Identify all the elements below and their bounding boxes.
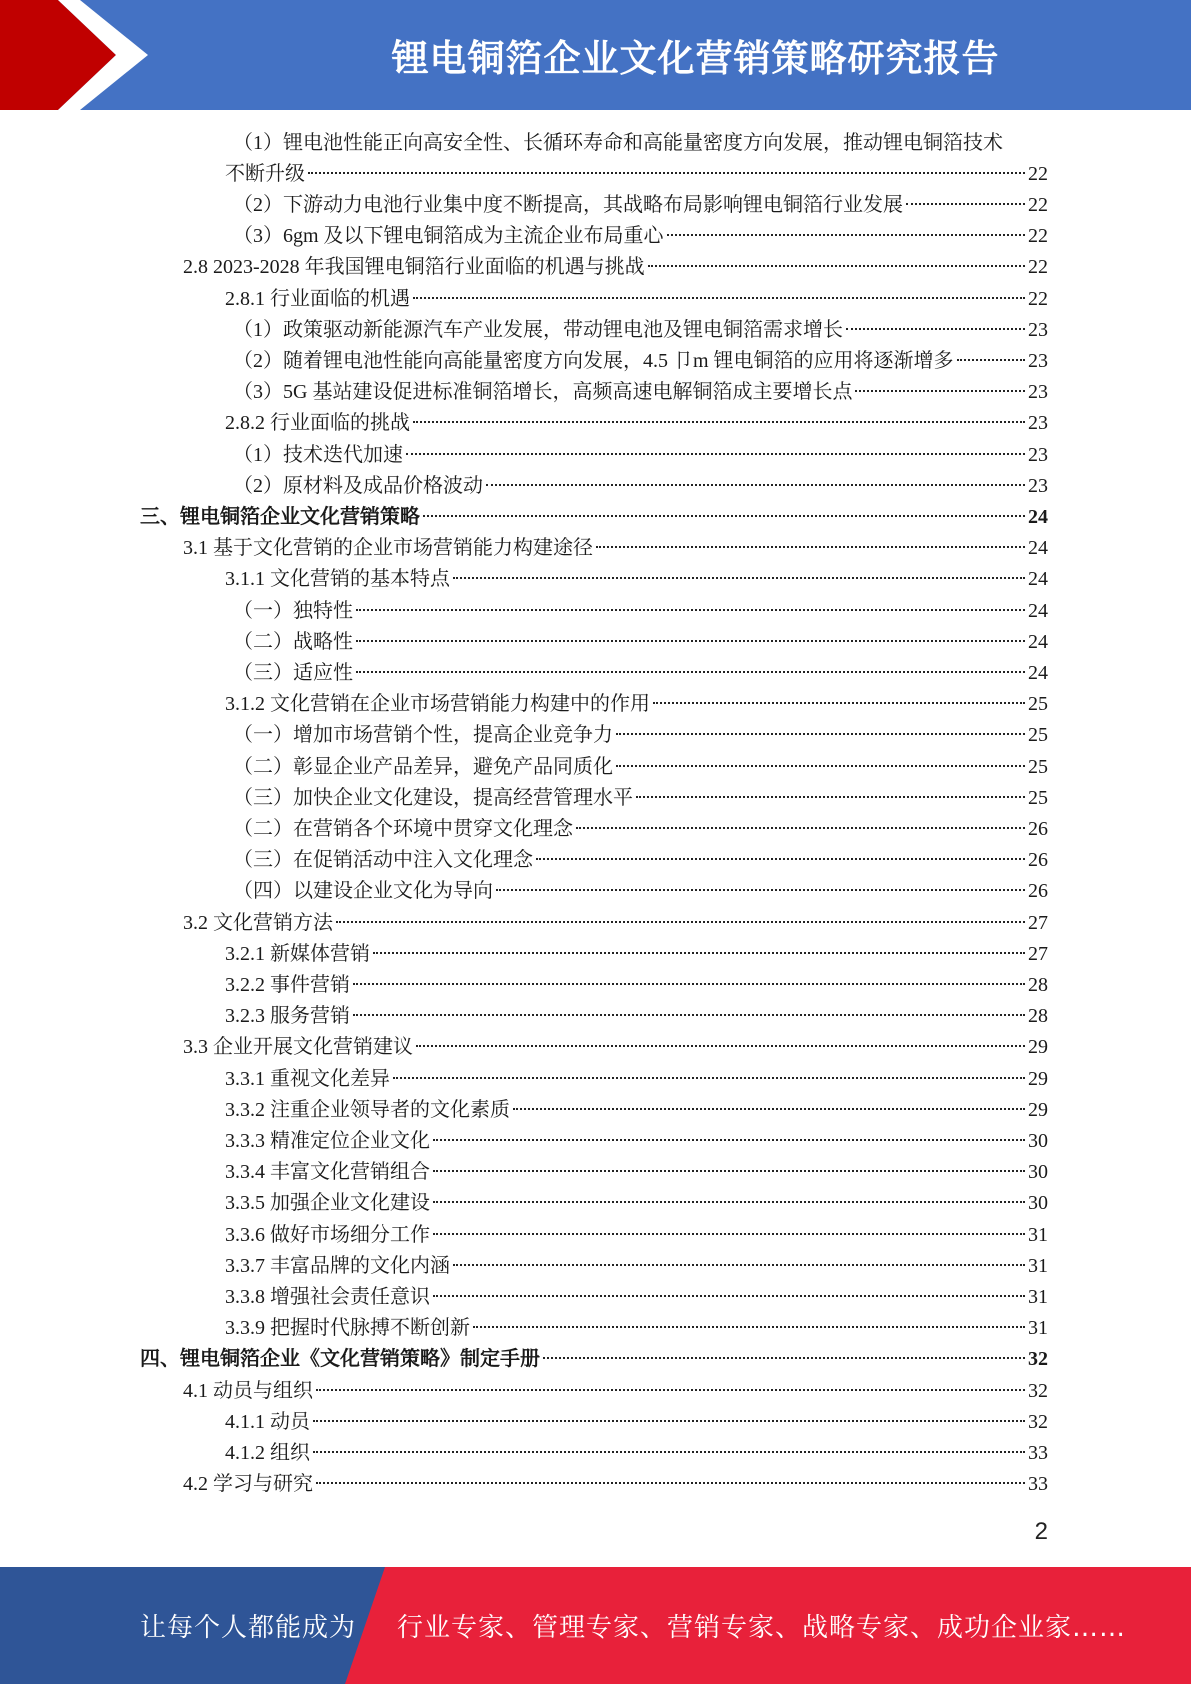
toc-entry-text: （三）加快企业文化建设，提高经营管理水平	[233, 786, 633, 809]
toc-page-number: 24	[1028, 630, 1048, 653]
toc-leader-dots	[957, 359, 1025, 361]
toc-entry-text: （二）在营销各个环境中贯穿文化理念	[233, 818, 573, 840]
toc-leader-dots	[423, 515, 1025, 517]
toc-page-number: 31	[1028, 1286, 1048, 1308]
toc-entry-text: 3.3.7 丰富品牌的文化内涵	[225, 1254, 450, 1277]
toc-entry-text: 3.3.5 加强企业文化建设	[225, 1192, 430, 1215]
toc-leader-dots	[667, 234, 1025, 236]
page-number: 2	[1034, 1518, 1048, 1545]
toc-entry[interactable]	[225, 564, 1048, 595]
toc-leader-dots	[496, 889, 1025, 891]
toc-leader-dots	[316, 1482, 1025, 1484]
footer-slogan-left: 让每个人都能成为	[140, 1613, 357, 1643]
toc-page-number: 32	[1028, 1348, 1048, 1371]
toc-entry[interactable]	[233, 876, 1048, 907]
toc-entry[interactable]	[225, 1220, 1048, 1251]
toc-entry[interactable]	[225, 1095, 1048, 1126]
toc-page-number: 22	[1028, 225, 1048, 248]
toc-leader-dots	[406, 453, 1025, 455]
toc-entry[interactable]	[233, 190, 1048, 221]
toc-entry[interactable]	[225, 689, 1048, 720]
toc-entry[interactable]	[225, 1157, 1048, 1188]
toc-leader-dots	[313, 1451, 1025, 1453]
toc-page-number: 33	[1028, 1473, 1048, 1496]
toc-entry-text: 3.3.3 精准定位企业文化	[225, 1130, 430, 1152]
toc-page-number: 26	[1028, 880, 1048, 903]
toc-entry-text: （一）增加市场营销个性，提高企业竞争力	[233, 724, 613, 747]
toc-leader-dots	[648, 265, 1025, 267]
toc-leader-dots	[416, 1045, 1025, 1047]
toc-entry[interactable]	[225, 1438, 1048, 1469]
toc-leader-dots	[486, 484, 1025, 486]
toc-entry-text: 3.3.9 把握时代脉搏不断创新	[225, 1317, 470, 1340]
toc-leader-dots	[846, 328, 1025, 330]
toc-page-number: 29	[1028, 1036, 1048, 1059]
toc-entry[interactable]	[225, 1282, 1048, 1313]
report-title: 锂电铜箔企业文化营销策略研究报告	[391, 37, 1000, 80]
toc-leader-dots	[356, 671, 1025, 673]
toc-entry[interactable]	[183, 1469, 1048, 1500]
toc-page-number: 29	[1028, 1067, 1048, 1090]
toc-leader-dots	[433, 1233, 1025, 1235]
toc-leader-dots	[433, 1201, 1025, 1203]
toc-entry-text: （2）原材料及成品价格波动	[233, 474, 483, 497]
toc-leader-dots	[336, 921, 1025, 923]
toc-entry-text: （2）随着锂电池性能向高能量密度方向发展，4.5 卩m 锂电铜箔的应用将逐渐增多	[233, 350, 954, 372]
toc-leader-dots	[413, 421, 1025, 423]
toc-entry[interactable]	[225, 1001, 1048, 1032]
toc-entry-text: （四）以建设企业文化为导向	[233, 880, 493, 903]
toc-leader-dots	[353, 1014, 1025, 1016]
toc-entry-text: 3.1 基于文化营销的企业市场营销能力构建途径	[183, 537, 593, 560]
toc-entry-text: 4.1.1 动员	[225, 1410, 310, 1433]
toc-page-number: 32	[1028, 1379, 1048, 1402]
toc-entry[interactable]	[233, 440, 1048, 471]
toc-entry-text: 3.2.2 事件营销	[225, 974, 350, 996]
toc-leader-dots	[576, 827, 1025, 829]
toc-entry[interactable]	[225, 1313, 1048, 1344]
toc-entry[interactable]	[225, 1064, 1048, 1095]
toc-entry-text: 2.8.1 行业面临的机遇	[225, 287, 410, 310]
toc-leader-dots	[616, 733, 1025, 735]
toc-page-number: 31	[1028, 1223, 1048, 1246]
toc-entry[interactable]	[233, 845, 1048, 876]
toc-page-number: 23	[1028, 381, 1048, 404]
toc-page-number: 28	[1028, 1005, 1048, 1028]
toc-page-number: 29	[1028, 1098, 1048, 1121]
toc-page-number: 23	[1028, 350, 1048, 372]
footer-slogan-right: 行业专家、管理专家、营销专家、战略专家、成功企业家……	[397, 1613, 1127, 1643]
toc-entry-text: 3.1.2 文化营销在企业市场营销能力构建中的作用	[225, 693, 650, 716]
toc-entry-text: 3.3.6 做好市场细分工作	[225, 1223, 430, 1246]
page-header	[0, 0, 1191, 110]
toc-entry-text: 三、锂电铜箔企业文化营销策略	[140, 506, 420, 528]
toc-entry-text-line2: 不断升级	[225, 163, 305, 185]
toc-page-number: 23	[1028, 443, 1048, 466]
toc-entry[interactable]	[225, 1251, 1048, 1282]
toc-page-number: 30	[1028, 1192, 1048, 1215]
toc-page-number: 24	[1028, 662, 1048, 684]
toc-entry-text: （3）5G 基站建设促进标准铜箔增长，高频高速电解铜箔成主要增长点	[233, 381, 853, 404]
toc-page-number: 23	[1028, 318, 1048, 341]
toc-leader-dots	[353, 983, 1025, 985]
toc-entry-text: 3.1.1 文化营销的基本特点	[225, 568, 450, 591]
toc-entry[interactable]	[233, 658, 1048, 689]
page-footer	[0, 1567, 1191, 1684]
toc-leader-dots	[636, 796, 1025, 798]
toc-entry-text: 3.2 文化营销方法	[183, 911, 333, 934]
toc-leader-dots	[543, 1357, 1025, 1359]
toc-entry[interactable]	[183, 908, 1048, 939]
toc-entry-text: 4.1.2 组织	[225, 1442, 310, 1464]
toc-page-number: 22	[1028, 163, 1048, 185]
toc-page-number: 24	[1028, 506, 1048, 528]
toc-page-number: 32	[1028, 1410, 1048, 1433]
toc-entry-text: 3.3 企业开展文化营销建议	[183, 1036, 413, 1059]
toc-page-number: 23	[1028, 412, 1048, 435]
toc-entry-wrapped[interactable]	[225, 128, 1048, 190]
toc-entry[interactable]	[233, 471, 1048, 502]
toc-entry-text: （二）战略性	[233, 630, 353, 653]
toc-entry[interactable]	[225, 970, 1048, 1001]
toc-entry[interactable]	[183, 1376, 1048, 1407]
toc-entry-text: 四、锂电铜箔企业《文化营销策略》制定手册	[140, 1348, 540, 1371]
toc-entry[interactable]	[233, 627, 1048, 658]
toc-leader-dots	[616, 765, 1025, 767]
toc-entry[interactable]	[225, 939, 1048, 970]
toc-entry-text: （3）6gm 及以下锂电铜箔成为主流企业布局重心	[233, 225, 664, 248]
toc-leader-dots	[433, 1295, 1025, 1297]
toc-page-number: 27	[1028, 942, 1048, 965]
toc-entry-text: 3.3.8 增强社会责任意识	[225, 1286, 430, 1308]
toc-leader-dots	[313, 1420, 1025, 1422]
toc-entry[interactable]	[233, 814, 1048, 845]
toc-leader-dots	[536, 858, 1025, 860]
toc-entry[interactable]	[183, 1032, 1048, 1063]
toc-entry[interactable]	[233, 596, 1048, 627]
toc-entry-text: 2.8 2023-2028 年我国锂电铜箔行业面临的机遇与挑战	[183, 256, 645, 279]
toc-leader-dots	[513, 1108, 1025, 1110]
toc-entry-text: 3.3.2 注重企业领导者的文化素质	[225, 1098, 510, 1121]
toc-entry[interactable]	[225, 1407, 1048, 1438]
toc-entry-text: 3.3.4 丰富文化营销组合	[225, 1161, 430, 1184]
toc-page-number: 22	[1028, 287, 1048, 310]
toc-leader-dots	[356, 640, 1025, 642]
toc-page-number: 25	[1028, 724, 1048, 747]
toc-page-number: 24	[1028, 537, 1048, 560]
toc-page-number: 27	[1028, 911, 1048, 934]
toc-entry-text: 2.8.2 行业面临的挑战	[225, 412, 410, 435]
toc-leader-dots	[473, 1326, 1025, 1328]
toc-page-number: 24	[1028, 568, 1048, 591]
toc-leader-dots	[453, 577, 1025, 579]
toc-entry[interactable]	[233, 783, 1048, 814]
toc-entry[interactable]	[233, 315, 1048, 346]
toc-leader-dots	[356, 609, 1025, 611]
toc-page-number: 31	[1028, 1254, 1048, 1277]
toc-entry-text: （一）独特性	[233, 599, 353, 622]
toc-entry[interactable]	[233, 346, 1048, 377]
toc-leader-dots	[316, 1389, 1025, 1391]
toc-chapter-entry[interactable]	[140, 1344, 1048, 1375]
toc-entry[interactable]	[183, 533, 1048, 564]
toc-entry-text: 3.2.3 服务营销	[225, 1005, 350, 1028]
toc-page-number: 23	[1028, 474, 1048, 497]
toc-page-number: 30	[1028, 1161, 1048, 1184]
toc-page-number: 28	[1028, 974, 1048, 996]
toc-leader-dots	[433, 1139, 1025, 1141]
toc-page-number: 24	[1028, 599, 1048, 622]
toc-page-number: 26	[1028, 849, 1048, 872]
toc-leader-dots	[433, 1170, 1025, 1172]
toc-leader-dots	[393, 1077, 1025, 1079]
toc-leader-dots	[653, 702, 1025, 704]
toc-entry-text: （1）技术迭代加速	[233, 443, 403, 466]
toc-leader-dots	[855, 390, 1025, 392]
toc-leader-dots	[373, 952, 1025, 954]
toc-page-number: 25	[1028, 786, 1048, 809]
toc-leader-dots	[413, 297, 1025, 299]
toc-entry[interactable]	[225, 1126, 1048, 1157]
toc-entry-text: （二）彰显企业产品差异，避免产品同质化	[233, 755, 613, 778]
toc-entry-text: （三）在促销活动中注入文化理念	[233, 849, 533, 872]
toc-page-number: 22	[1028, 194, 1048, 216]
toc-entry[interactable]	[233, 720, 1048, 751]
toc-leader-dots	[906, 203, 1025, 205]
toc-leader-dots	[308, 172, 1025, 174]
toc-entry-text: 3.2.1 新媒体营销	[225, 942, 370, 965]
toc-entry[interactable]	[225, 408, 1048, 439]
toc-leader-dots	[596, 546, 1025, 548]
toc-entry[interactable]	[183, 252, 1048, 283]
toc-entry-text: 4.2 学习与研究	[183, 1473, 313, 1496]
toc-entry[interactable]	[233, 377, 1048, 408]
toc-page-number: 26	[1028, 818, 1048, 840]
toc-entry-text: 4.1 动员与组织	[183, 1379, 313, 1402]
toc-entry[interactable]	[225, 1188, 1048, 1219]
toc-page-number: 30	[1028, 1130, 1048, 1152]
toc-page-number: 25	[1028, 755, 1048, 778]
toc-entry[interactable]	[225, 284, 1048, 315]
toc-entry-text-line1: （1）锂电池性能正向高安全性、长循环寿命和高能量密度方向发展，推动锂电铜箔技术	[233, 132, 1003, 154]
toc-entry[interactable]	[233, 221, 1048, 252]
toc-entry-text: （1）政策驱动新能源汽车产业发展，带动锂电池及锂电铜箔需求增长	[233, 318, 843, 341]
toc-entry[interactable]	[233, 752, 1048, 783]
toc-page-number: 33	[1028, 1442, 1048, 1464]
header-chevron-decoration	[0, 0, 200, 110]
toc-entry-text: 3.3.1 重视文化差异	[225, 1067, 390, 1090]
toc-chapter-entry[interactable]	[140, 502, 1048, 533]
toc-page-number: 25	[1028, 693, 1048, 716]
toc-entry-text: （三）适应性	[233, 662, 353, 684]
toc-page-number: 31	[1028, 1317, 1048, 1340]
toc-leader-dots	[453, 1264, 1025, 1266]
toc-page-number: 22	[1028, 256, 1048, 279]
toc-entry-text: （2）下游动力电池行业集中度不断提高，其战略布局影响锂电铜箔行业发展	[233, 194, 903, 216]
